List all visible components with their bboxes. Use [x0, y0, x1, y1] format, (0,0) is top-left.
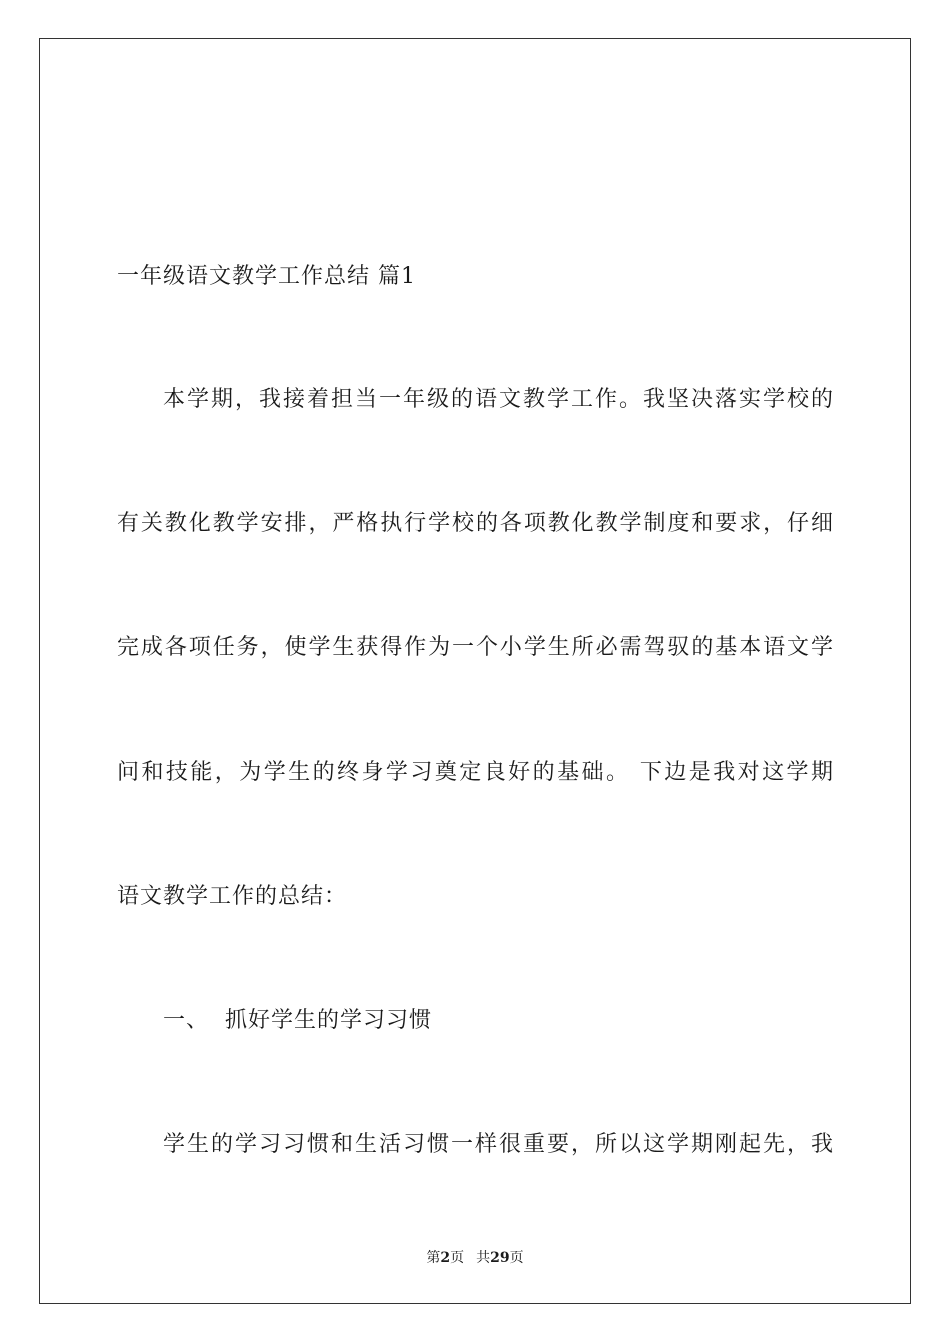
current-page-number: 2 [440, 1250, 451, 1266]
document-title: 一年级语文教学工作总结 篇1 [117, 264, 416, 289]
page-border [39, 38, 911, 1304]
page-prefix: 第 [426, 1250, 441, 1266]
page-footer [0, 1249, 950, 1267]
paragraph-line-6: 学生的学习习惯和生活习惯一样很重要，所以这学期刚起先，我 [163, 1132, 833, 1157]
page-suffix: 页 [450, 1250, 465, 1266]
paragraph-line-4: 问和技能，为学生的终身学习奠定良好的基础。 下边是我对这学期 [117, 760, 833, 785]
total-suffix: 页 [509, 1250, 524, 1266]
section-heading: 一、 抓好学生的学习习惯 [163, 1008, 432, 1033]
total-prefix: 共 [476, 1250, 491, 1266]
paragraph-line-2: 有关教化教学安排，严格执行学校的各项教化教学制度和要求，仔细 [117, 511, 833, 536]
total-pages-number: 29 [490, 1250, 510, 1266]
paragraph-line-5: 语文教学工作的总结： [117, 884, 348, 909]
paragraph-line-3: 完成各项任务，使学生获得作为一个小学生所必需驾驭的基本语文学 [117, 635, 833, 660]
paragraph-line-1: 本学期，我接着担当一年级的语文教学工作。我坚决落实学校的 [163, 387, 833, 412]
